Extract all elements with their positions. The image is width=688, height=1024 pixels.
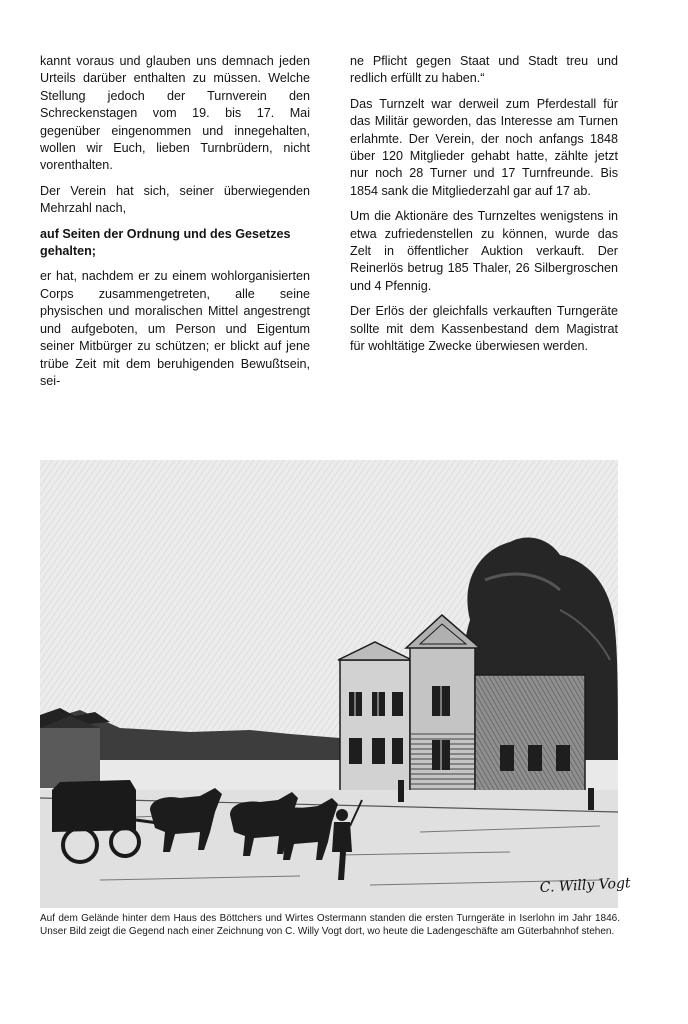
right-paragraph-3: Um die Aktionäre des Turnzeltes wenigstens in etwa zufriedenstellen zu können, wurde das Zelt in öffentlicher Auktion verkauft. Der Reinerlös betrug 185 Thaler, 26 Silbergroschen und 4 Pfennig. (350, 209, 618, 293)
right-text-column (350, 53, 618, 364)
artist-signature: C. Willy Vogt (539, 875, 631, 896)
historical-drawing (40, 460, 631, 908)
right-paragraph-1: ne Pflicht gegen Staat und Stadt treu und redlich erfüllt zu haben.“ (350, 54, 618, 86)
sketch-illustration (40, 460, 631, 908)
right-paragraph-2: Das Turnzelt war derweil zum Pferdestall für das Militär geworden, das Interesse am Turnen erlahmte. Der Verein, der noch anfangs 1848 über 120 Mitglieder gehabt hatte, zählte jetzt nur noch 28 Turner und 17 Turnfreunde. Bis 1854 sank die Mitgliederzahl gar auf 17 ab. (350, 96, 618, 198)
left-text-column (40, 53, 310, 398)
shed-left (40, 728, 100, 788)
bold-heading: auf Seiten der Ordnung und des Gesetzes gehalten; (40, 226, 291, 259)
left-paragraph-2: Der Verein hat sich, seiner überwiegenden Mehrzahl nach, (40, 183, 310, 216)
figure-caption: Auf dem Gelände hinter dem Haus des Böttchers und Wirtes Ostermann standen die ersten Turngeräte in Iserlohn im Jahr 1846. Unser Bild zeigt die Gegend nach einer Zeichnung von C. Willy Vogt dort, wo heute die Ladengeschäfte am Güterbahnhof stehen. (40, 913, 620, 937)
house-main (340, 660, 410, 800)
right-paragraph-4: Der Erlös der gleichfalls verkauften Turngeräte sollte mit dem Kassenbestand dem Magistrat für wohltätige Zwecke überwiesen werden. (350, 304, 618, 354)
left-paragraph-1: kannt voraus und glauben uns demnach jeden Urteils darüber enthalten zu müssen. Welche Stellung jedoch der Turnverein den Schreckenstagen vom 19. bis 17. Mai gegenüber eingenommen und innegehalten, wollen wir Euch, lieben Turnbrüdern, nicht vorenthalten. (40, 54, 310, 173)
left-paragraph-4: er hat, nachdem er zu einem wohlorganisierten Corps zusammengetreten, alle seine physischen und moralischen Mittel angestrengt und aufgeboten, um Person und Eigentum seiner Mitbürger zu schützen; er blickt auf jene trübe Zeit mit dem beruhigenden Bewußtsein, sei- (40, 269, 310, 388)
